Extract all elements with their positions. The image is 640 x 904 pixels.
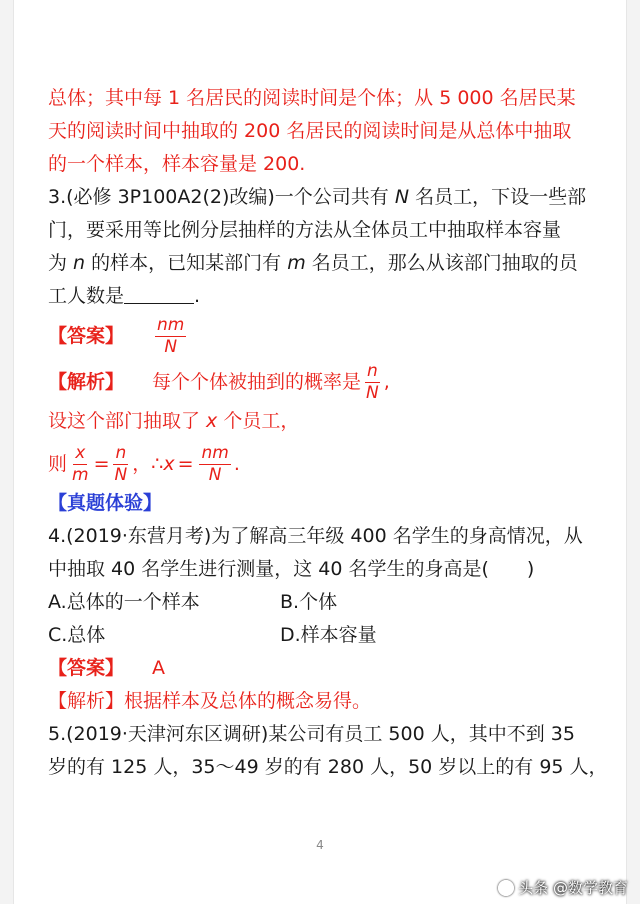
page-number: 4	[316, 838, 324, 852]
q5-line-1: 5.(2019·天津河东区调研)某公司有员工 500 人，其中不到 35	[48, 723, 575, 745]
document-content	[48, 82, 608, 784]
probability-fraction: $\frac{n}{N}$	[366, 360, 379, 403]
q3-explain: 【解析】 每个个体被抽到的概率是 $\frac{n}{N}$ ,	[48, 360, 390, 403]
fraction-n-over-N: $\frac{n}{N}$	[114, 442, 128, 485]
option-c: C.总体	[48, 624, 106, 646]
option-b: B.个体	[280, 591, 338, 613]
q4-answer-value: A	[152, 657, 165, 679]
q4-options-row-2	[48, 619, 598, 652]
camera-icon	[498, 880, 514, 896]
q4-line-1: 4.(2019·东营月考)为了解高三年级 400 名学生的身高情况，从	[48, 525, 583, 547]
answer-blank	[124, 283, 194, 304]
q5-line-2: 岁的有 125 人，35～49 岁的有 280 人，50 岁以上的有 95 人，	[48, 756, 608, 778]
q4-answer-tag: 【答案】	[48, 657, 125, 679]
q3-line-1: 3.(必修 3P100A2(2)改编)一个公司共有 N 名员工，下设一些部	[48, 186, 587, 208]
q3-answer	[48, 313, 598, 359]
fraction-x-over-m: $\frac{x}{m}$	[72, 442, 89, 485]
explain-tag: 【解析】	[48, 370, 125, 393]
q3-step-1: 设这个部门抽取了 x 个员工，	[48, 410, 300, 432]
q3-line-2: 门，要采用等比例分层抽样的方法从全体员工中抽取样本容量	[48, 219, 562, 241]
option-a: A.总体的一个样本	[48, 591, 200, 613]
q3-step-2: 则 $\frac{x}{m}$ = $\frac{n}{N}$ ，∴ x = $\frac{nm}{N}$ .	[48, 442, 240, 485]
q4-explain: 【解析】根据样本及总体的概念易得。	[48, 690, 372, 712]
q3-line-4: 工人数是 .	[48, 285, 201, 307]
watermark	[498, 877, 628, 898]
watermark-text: 头条 @数学教育	[518, 879, 628, 897]
intro-line-3: 的一个样本，样本容量是 200.	[48, 153, 306, 175]
q3-line-3: 为 n 的样本，已知某部门有 m 名员工，那么从该部门抽取的员	[48, 252, 578, 274]
intro-line-2: 天的阅读时间中抽取的 200 名居民的阅读时间是从总体中抽取	[48, 120, 572, 142]
intro-line-1: 总体；其中每 1 名居民的阅读时间是个体；从 5 000 名居民某	[48, 87, 576, 109]
fraction-nm-over-N: $\frac{nm}{N}$	[201, 442, 229, 485]
option-d: D.样本容量	[280, 624, 377, 646]
section-title: 【真题体验】	[48, 492, 163, 514]
answer-tag: 【答案】	[48, 324, 125, 347]
q4-answer	[48, 652, 598, 685]
answer-fraction: $\frac{nm}{N}$	[157, 314, 185, 357]
q4-options-row-1	[48, 586, 598, 619]
q4-line-2: 中抽取 40 名学生进行测量，这 40 名学生的身高是( )	[48, 558, 535, 580]
